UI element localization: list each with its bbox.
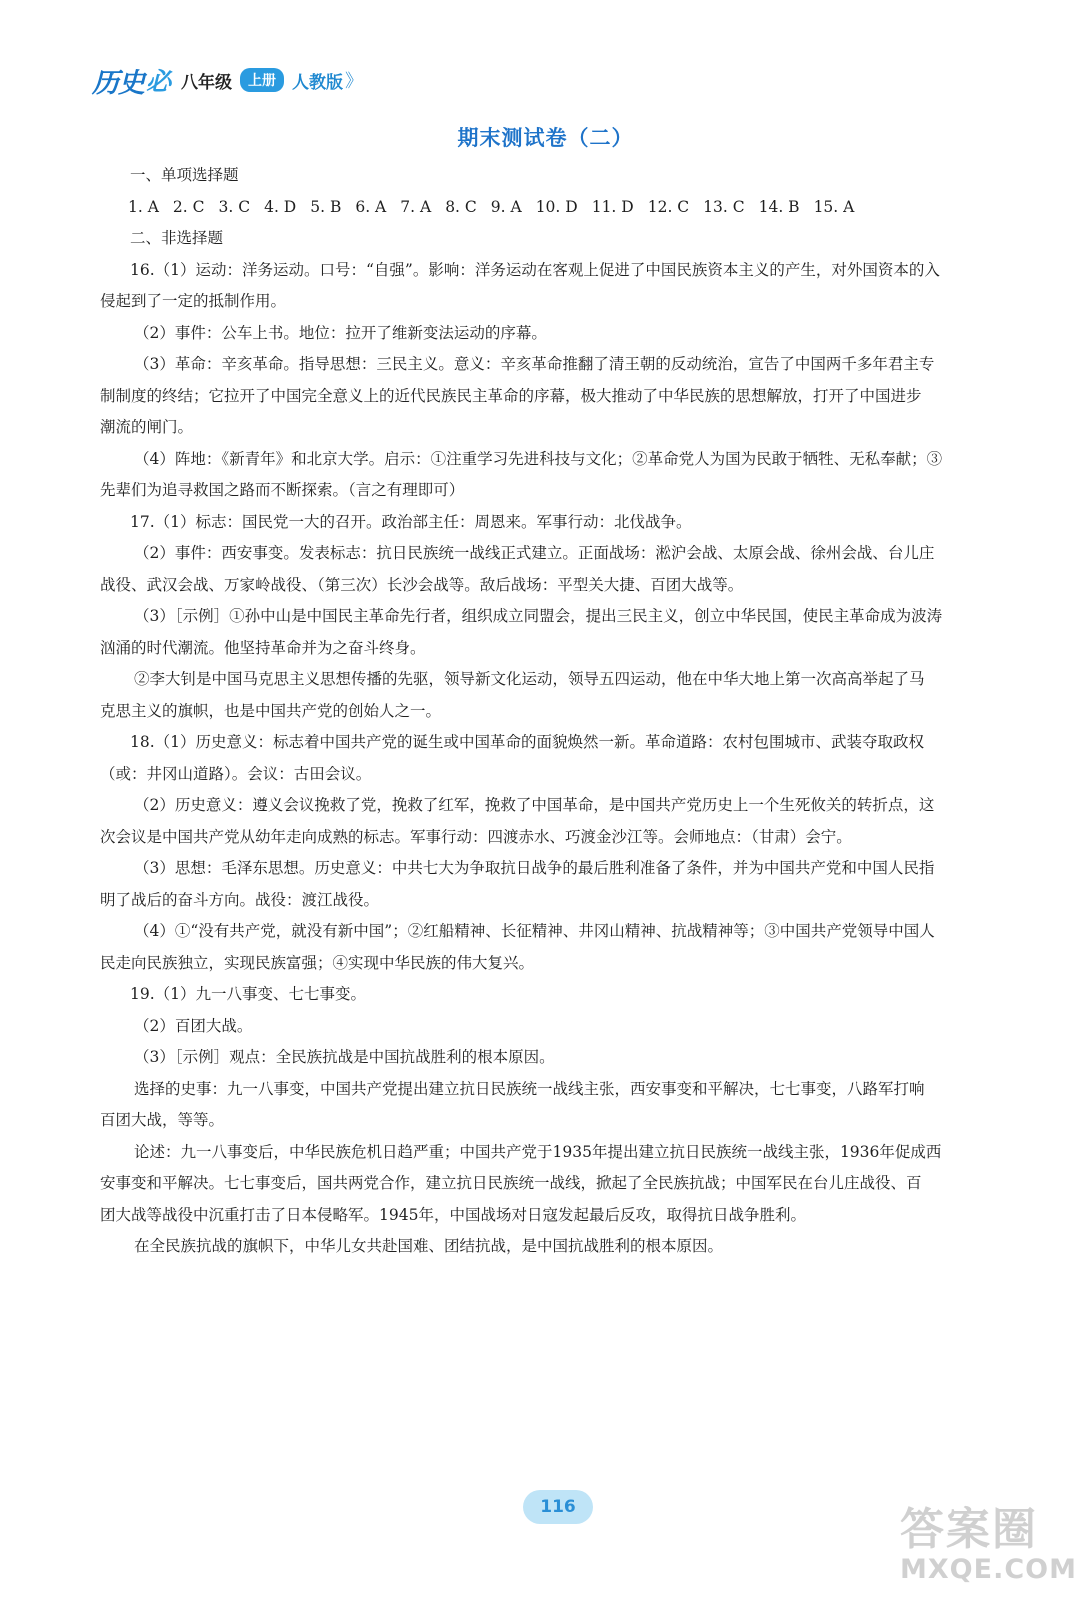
watermark-text: 答案圈	[900, 1504, 1038, 1555]
section-heading: 一、单项选择题	[130, 166, 239, 184]
answer-item: 4. D	[264, 197, 297, 216]
text-line: 战役、武汉会战、万家岭战役、（第三次）长沙会战等。敌后战场：平型关大捷、百团大战等。	[100, 575, 744, 594]
subject-badge: 必	[146, 67, 172, 96]
watermark	[900, 1505, 1075, 1590]
text-line: 潮流的闸门。	[100, 418, 194, 436]
choice-answers	[100, 192, 1010, 224]
edition-label: 人教版	[292, 72, 344, 93]
answer-item: 5. B	[310, 197, 342, 216]
answer-item: 1. A	[128, 197, 159, 216]
answer-item: 10. D	[535, 197, 578, 216]
text-line: 安事变和平解决。七七事变后，国共两党合作，建立抗日民族统一战线，掀起了全民族抗战；中国军民在台儿庄战役、百	[100, 1174, 922, 1192]
watermark-url: MXQE.COM	[900, 1554, 1077, 1585]
page-number: 116	[523, 1490, 593, 1524]
book-header	[92, 60, 363, 100]
text-line: 百团大战，等等。	[100, 1111, 225, 1129]
text-line: 次会议是中国共产党从幼年走向成熟的标志。军事行动：四渡赤水、巧渡金沙江等。会师地点：（甘肃）会宁。	[100, 827, 852, 846]
text-line: 论述：九一八事变后，中华民族危机日趋严重；中国共产党于1935年提出建立抗日民族统一战线主张，1936年促成西	[134, 1142, 942, 1161]
text-line: 16.（1）运动：洋务运动。口号：“自强”。影响：洋务运动在客观上促进了中国民族资本主义的产生，对外国资本的入	[130, 260, 940, 279]
text-line: 选择的史事：九一八事变，中国共产党提出建立抗日民族统一战线主张，西安事变和平解决，七七事变，八路军打响	[134, 1079, 925, 1098]
text-line: 汹涌的时代潮流。他坚持革命并为之奋斗终身。	[100, 638, 426, 657]
text-line: （4）阵地：《新青年》和北京大学。启示：①注重学习先进科技与文化；②革命党人为国为民敢于牺牲、无私奉献；③	[134, 449, 943, 468]
text-line: （3）革命：辛亥革命。指导思想：三民主义。意义：辛亥革命推翻了清王朝的反动统治，宣告了中国两千多年君主专	[134, 355, 935, 373]
text-line: ②李大钊是中国马克思主义思想传播的先驱，领导新文化运动，领导五四运动，他在中华大地上第一次高高举起了马	[134, 670, 925, 688]
text-line: 先辈们为追寻救国之路而不断探索。（言之有理即可）	[100, 481, 465, 499]
text-line: 18.（1）历史意义：标志着中国共产党的诞生或中国革命的面貌焕然一新。革命道路：农村包围城市、武装夺取政权	[130, 733, 925, 751]
answer-content	[100, 160, 1010, 1263]
text-line: 侵起到了一定的抵制作用。	[100, 292, 287, 310]
subject-logo: 历史	[92, 67, 144, 99]
answer-item: 12. C	[647, 197, 690, 216]
text-line: 明了战后的奋斗方向。战役：渡江战役。	[100, 890, 380, 909]
text-line: （2）事件：西安事变。发表标志：抗日民族统一战线正式建立。正面战场：淞沪会战、太原会战、徐州会战、台儿庄	[134, 544, 935, 562]
volume-badge: 上册	[240, 68, 284, 92]
text-line: （3）［示例］观点：全民族抗战是中国抗战胜利的根本原因。	[134, 1048, 555, 1066]
text-line: 在全民族抗战的旗帜下，中华儿女共赴国难、团结抗战，是中国抗战胜利的根本原因。	[134, 1237, 724, 1255]
text-line: 19.（1）九一八事变、七七事变。	[130, 985, 367, 1003]
text-line: （2）事件：公车上书。地位：拉开了维新变法运动的序幕。	[134, 323, 547, 342]
answer-item: 7. A	[400, 197, 432, 216]
text-line: （2）百团大战。	[134, 1016, 253, 1035]
chevron-icon: 》	[345, 71, 364, 92]
answer-item: 13. C	[703, 197, 745, 216]
answer-item: 6. A	[355, 197, 387, 216]
text-line: 制制度的终结；它拉开了中国完全意义上的近代民族民主革命的序幕，极大推动了中华民族的思想解放，打开了中国进步	[100, 386, 922, 405]
text-line: （3）［示例］①孙中山是中国民主革命先行者，组织成立同盟会，提出三民主义，创立中华民国，使民主革命成为波涛	[134, 607, 943, 625]
section-heading: 二、非选择题	[130, 229, 224, 247]
answer-item: 2. C	[172, 197, 205, 216]
answer-item: 15. A	[813, 197, 855, 216]
text-line: （3）思想：毛泽东思想。历史意义：中共七大为争取抗日战争的最后胜利准备了条件，并为中国共产党和中国人民指	[134, 859, 935, 877]
answer-item: 8. C	[445, 197, 477, 216]
answer-item: 14. B	[758, 197, 800, 216]
answer-item: 3. C	[218, 197, 251, 216]
page-title: 期末测试卷（二）	[457, 125, 634, 150]
text-line: 克思主义的旗帜，也是中国共产党的创始人之一。	[100, 701, 442, 720]
text-line: （4）①“没有共产党，就没有新中国”；②红船精神、长征精神、井冈山精神、抗战精神等；③中国共产党领导中国人	[134, 922, 935, 940]
answer-item: 11. D	[591, 197, 634, 216]
text-line: （2）历史意义：遵义会议挽救了党，挽救了红军，挽救了中国革命，是中国共产党历史上一个生死攸关的转折点，这	[134, 796, 935, 814]
answer-item: 9. A	[490, 197, 522, 216]
text-line: 17.（1）标志：国民党一大的召开。政治部主任：周恩来。军事行动：北伐战争。	[130, 512, 692, 531]
grade-label: 八年级	[181, 72, 233, 93]
text-line: 民走向民族独立，实现民族富强；④实现中华民族的伟大复兴。	[100, 953, 535, 972]
text-line: 团大战等战役中沉重打击了日本侵略军。1945年，中国战场对日寇发起最后反攻，取得抗日战争胜利。	[100, 1205, 806, 1224]
text-line: （或：井冈山道路）。会议：古田会议。	[100, 764, 372, 783]
